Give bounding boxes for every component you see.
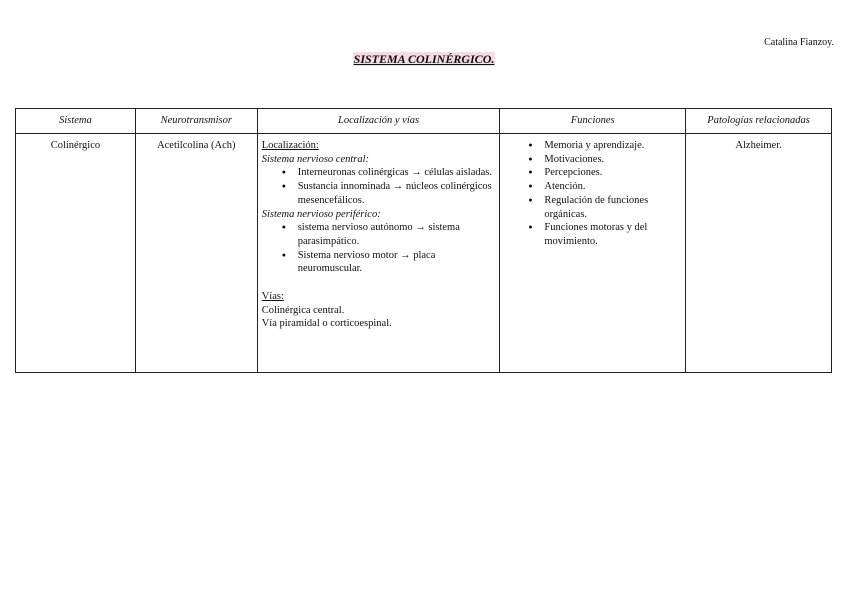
cell-funciones <box>500 134 686 373</box>
list-item: ● Percepciones. <box>504 166 681 180</box>
header-sistema: Sistema <box>16 109 136 134</box>
header-funciones: Funciones <box>500 109 686 134</box>
list-item: ● Sistema nervioso motor → placa neuromuscular. <box>262 249 496 276</box>
table-header-row <box>16 109 832 134</box>
localizacion-heading: Localización: <box>261 140 319 151</box>
author-name: Catalina Fianzoy. <box>764 37 834 48</box>
vias-line: Vía piramidal o corticoespinal. <box>261 318 392 330</box>
list-item: ● Atención. <box>504 180 681 194</box>
central-nervous-list <box>262 166 496 207</box>
colinergic-system-table <box>15 108 832 373</box>
spacer <box>262 276 496 290</box>
document-title <box>0 52 848 67</box>
list-item: ● sistema nervioso autónomo → sistema parasimpático. <box>262 221 496 248</box>
central-nervous-label: Sistema nervioso central: <box>261 153 370 165</box>
header-patologias: Patologías relacionadas <box>686 109 832 134</box>
peripheral-nervous-label: Sistema nervioso periférico: <box>261 208 381 220</box>
vias-line: Colinérgica central. <box>261 304 345 316</box>
list-item: ● Funciones motoras y del movimiento. <box>504 221 681 248</box>
list-item: ● Sustancia innominada → núcleos colinérgicos mesencefálicos. <box>262 180 496 207</box>
table-row <box>16 134 832 373</box>
list-item: ● Memoria y aprendizaje. <box>504 139 681 153</box>
cell-sistema: Colinérgico <box>16 134 136 373</box>
header-localizacion: Localización y vías <box>257 109 500 134</box>
document-title-text: SISTEMA COLINÉRGICO. <box>353 52 495 66</box>
funciones-list <box>504 139 681 249</box>
list-item: ● Motivaciones. <box>504 153 681 167</box>
list-item: ● Regulación de funciones orgánicas. <box>504 194 681 221</box>
header-neurotransmisor: Neurotransmisor <box>135 109 257 134</box>
cell-localizacion <box>257 134 500 373</box>
cell-neurotransmisor: Acetilcolina (Ach) <box>135 134 257 373</box>
cell-patologias: Alzheimer. <box>686 134 832 373</box>
list-item: ● Interneuronas colinérgicas → células aisladas. <box>262 166 496 180</box>
peripheral-nervous-list <box>262 221 496 276</box>
vias-heading: Vías: <box>261 291 284 303</box>
